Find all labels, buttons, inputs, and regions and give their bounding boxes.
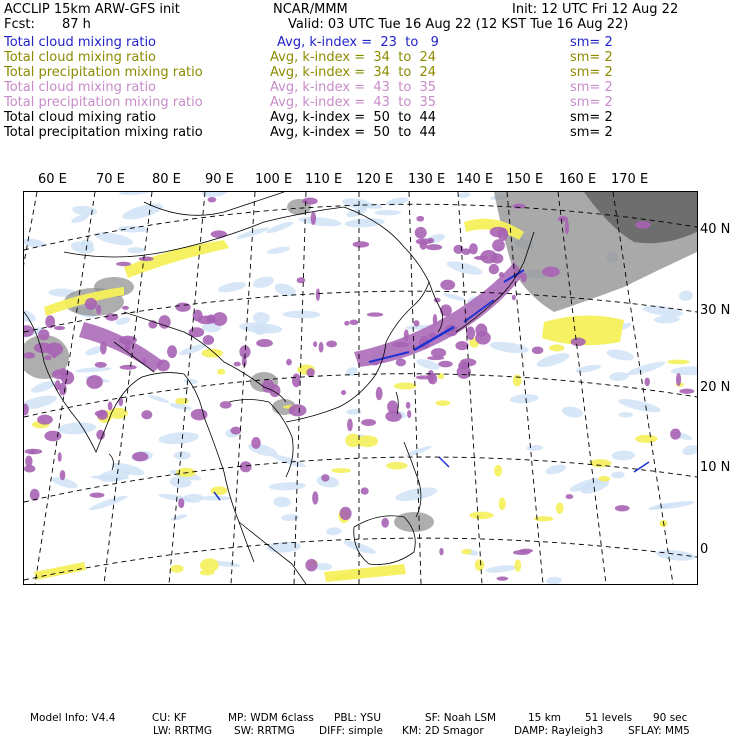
longitude-label: 170 E <box>611 172 649 187</box>
light-blue-cloud-patch <box>546 576 562 584</box>
latitude-label: 40 N <box>700 222 731 237</box>
footer-levels: 51 levels <box>585 712 633 724</box>
purple-cloud-patch <box>679 389 694 394</box>
yellow-precip-band <box>34 562 86 580</box>
legend-level-range: Avg, k-index = 34 to 24 <box>270 50 437 65</box>
light-blue-cloud-patch <box>127 247 144 253</box>
purple-band-india <box>79 322 164 372</box>
latitude-label: 20 N <box>700 380 731 395</box>
purple-cloud-patch <box>466 326 475 340</box>
purple-cloud-patch <box>46 342 63 356</box>
purple-cloud-patch <box>344 321 349 326</box>
forecast-hour: 87 h <box>62 17 91 32</box>
light-blue-cloud-patch <box>445 259 483 278</box>
purple-cloud-patch <box>292 373 301 387</box>
purple-cloud-patch <box>492 239 505 251</box>
purple-cloud-patch <box>439 548 443 555</box>
light-blue-cloud-patch <box>252 311 270 324</box>
purple-cloud-patch <box>428 373 437 384</box>
light-blue-cloud-patch <box>30 379 57 396</box>
model-title: ACCLIP 15km ARW-GFS init <box>4 2 180 17</box>
purple-cloud-patch <box>414 320 420 327</box>
purple-cloud-patch <box>96 430 105 440</box>
purple-cloud-patch <box>565 220 569 234</box>
purple-cloud-patch <box>311 212 316 225</box>
purple-cloud-patch <box>381 518 389 528</box>
map-canvas <box>24 192 697 584</box>
footer-resolution: 15 km <box>528 712 562 724</box>
purple-cloud-patch <box>615 505 630 511</box>
purple-cloud-patch <box>44 431 61 442</box>
light-blue-cloud-patch <box>326 527 342 536</box>
light-blue-cloud-patch <box>266 245 290 255</box>
legend-smoothing: sm= 2 <box>570 80 613 95</box>
longitude-line <box>294 192 306 584</box>
purple-cloud-patch <box>120 365 137 370</box>
init-time: Init: 12 UTC Fri 12 Aug 22 <box>512 2 679 17</box>
blue-cloud-streak <box>439 457 449 467</box>
footer-sw: SW: RRTMG <box>234 725 295 737</box>
purple-cloud-patch <box>635 221 650 229</box>
yellow-precip-patch <box>475 559 485 571</box>
light-blue-cloud-patch <box>346 409 362 416</box>
light-blue-cloud-patch <box>217 280 247 294</box>
purple-cloud-patch <box>361 487 369 494</box>
purple-cloud-patch <box>54 326 65 330</box>
light-blue-cloud-patch <box>345 366 359 378</box>
purple-cloud-patch <box>167 345 177 358</box>
legend-level-range: Avg, k-index = 23 to 9 <box>277 35 439 50</box>
footer-cu: CU: KF <box>152 712 187 724</box>
light-blue-cloud-patch <box>526 445 543 451</box>
yellow-precip-patch <box>386 462 407 470</box>
purple-cloud-patch <box>286 359 292 366</box>
purple-cloud-patch <box>122 306 129 310</box>
legend-level-range: Avg, k-index = 34 to 24 <box>270 65 437 80</box>
purple-cloud-patch <box>197 315 214 324</box>
light-blue-cloud-patch <box>265 220 294 235</box>
yellow-precip-patch <box>469 512 493 520</box>
light-blue-cloud-patch <box>405 444 433 458</box>
footer-mp: MP: WDM 6class <box>228 712 314 724</box>
purple-cloud-patch <box>240 461 252 472</box>
legend-field-name: Total cloud mixing ratio <box>4 110 157 125</box>
purple-cloud-patch <box>178 498 184 508</box>
light-blue-cloud-patch <box>606 347 635 362</box>
purple-cloud-patch <box>407 410 411 418</box>
legend-smoothing: sm= 2 <box>570 35 613 50</box>
purple-cloud-patch <box>321 474 329 481</box>
purple-cloud-patch <box>289 404 307 416</box>
light-blue-cloud-patch <box>458 192 471 199</box>
light-blue-cloud-patch <box>545 463 567 477</box>
yellow-precip-patch <box>514 559 521 571</box>
legend-field-name: Total precipitation mixing ratio <box>4 65 203 80</box>
light-blue-cloud-patch <box>121 200 165 222</box>
light-blue-cloud-patch <box>24 393 58 413</box>
purple-cloud-patch <box>97 410 108 420</box>
legend-level-range: Avg, k-index = 43 to 35 <box>270 95 437 110</box>
yellow-precip-patch <box>513 374 522 386</box>
light-blue-cloud-patch <box>671 366 697 376</box>
purple-cloud-patch <box>519 549 533 553</box>
purple-cloud-patch <box>305 559 317 571</box>
purple-cloud-patch <box>108 402 113 411</box>
purple-cloud-patch <box>234 362 241 367</box>
footer-lw: LW: RRTMG <box>153 725 212 737</box>
purple-cloud-patch <box>119 397 124 406</box>
light-blue-cloud-patch <box>283 310 321 318</box>
light-blue-cloud-patch <box>201 192 228 199</box>
purple-cloud-patch <box>566 494 574 499</box>
light-blue-cloud-patch <box>626 359 666 378</box>
purple-cloud-patch <box>297 277 306 283</box>
light-blue-cloud-patch <box>561 405 584 419</box>
purple-cloud-patch <box>251 437 261 449</box>
light-blue-cloud-patch <box>656 548 696 562</box>
purple-cloud-patch <box>571 338 586 347</box>
footer-timestep: 90 sec <box>653 712 688 724</box>
yellow-precip-patch <box>494 465 502 477</box>
purple-cloud-patch <box>256 339 273 347</box>
legend-field-name: Total cloud mixing ratio <box>4 80 157 95</box>
longitude-label: 140 E <box>456 172 494 187</box>
light-blue-cloud-patch <box>612 450 636 460</box>
yellow-precip-patch <box>211 486 228 495</box>
purple-cloud-patch <box>211 230 227 238</box>
purple-cloud-patch <box>141 410 152 419</box>
legend-field-name: Total precipitation mixing ratio <box>4 125 203 140</box>
purple-cloud-patch <box>347 419 353 432</box>
yellow-precip-patch <box>556 503 564 514</box>
light-blue-cloud-patch <box>653 499 695 511</box>
yellow-precip-patch <box>499 497 506 510</box>
light-blue-cloud-patch <box>442 292 466 303</box>
light-blue-cloud-patch <box>158 431 199 446</box>
purple-cloud-patch <box>302 198 318 205</box>
footer-km: KM: 2D Smagor <box>402 725 484 737</box>
coastline-segment <box>239 522 306 584</box>
purple-cloud-patch <box>95 362 107 368</box>
light-blue-cloud-patch <box>345 217 386 228</box>
gray-cloud-patch <box>394 512 434 532</box>
purple-cloud-patch <box>490 227 507 238</box>
yellow-precip-patch <box>549 344 564 351</box>
light-blue-cloud-patch <box>681 444 697 457</box>
purple-cloud-patch <box>132 452 148 461</box>
purple-cloud-patch <box>139 257 154 262</box>
longitude-label: 100 E <box>255 172 293 187</box>
light-blue-cloud-patch <box>199 496 232 501</box>
purple-cloud-patch <box>313 341 317 347</box>
purple-cloud-patch <box>480 250 497 264</box>
legend-field-name: Total precipitation mixing ratio <box>4 95 203 110</box>
light-blue-cloud-patch <box>75 366 111 373</box>
light-blue-cloud-patch <box>236 225 270 240</box>
purple-cloud-patch <box>25 449 43 455</box>
longitude-label: 90 E <box>205 172 234 187</box>
purple-cloud-patch <box>116 262 131 266</box>
light-blue-cloud-patch <box>617 396 662 415</box>
purple-cloud-patch <box>175 303 190 312</box>
purple-cloud-patch <box>44 355 51 360</box>
purple-cloud-patch <box>58 452 62 462</box>
light-blue-cloud-patch <box>117 226 148 233</box>
light-blue-cloud-patch <box>611 471 625 478</box>
purple-cloud-patch <box>312 491 318 504</box>
light-blue-cloud-patch <box>618 412 633 417</box>
light-blue-cloud-patch <box>239 321 283 335</box>
footer-diff: DIFF: simple <box>319 725 383 737</box>
light-blue-cloud-patch <box>386 196 409 207</box>
purple-cloud-patch <box>326 341 337 348</box>
purple-cloud-patch <box>513 204 526 209</box>
longitude-label: 110 E <box>305 172 343 187</box>
purple-cloud-patch <box>208 197 217 202</box>
purple-cloud-patch <box>220 401 232 408</box>
purple-cloud-patch <box>676 373 681 386</box>
light-blue-cloud-patch <box>119 192 151 196</box>
light-blue-cloud-patch <box>57 421 97 435</box>
light-blue-cloud-patch <box>374 210 401 216</box>
purple-cloud-patch <box>203 335 214 345</box>
purple-cloud-patch <box>532 346 544 354</box>
purple-cloud-patch <box>385 411 401 422</box>
purple-cloud-patch <box>349 320 358 326</box>
yellow-precip-patch <box>345 434 360 447</box>
longitude-label: 120 E <box>356 172 394 187</box>
footer-sflay: SFLAY: MM5 <box>628 725 690 737</box>
yellow-precip-band <box>324 564 406 582</box>
purple-cloud-patch <box>90 492 105 497</box>
purple-cloud-patch <box>60 470 66 480</box>
purple-cloud-patch <box>367 312 383 316</box>
purple-cloud-patch <box>340 507 352 520</box>
organization-label: NCAR/MMM <box>273 2 348 17</box>
yellow-precip-patch <box>394 382 417 389</box>
longitude-label: 130 E <box>408 172 446 187</box>
purple-cloud-patch <box>670 429 681 440</box>
forecast-label: Fcst: <box>4 17 35 32</box>
yellow-precip-patch <box>217 369 225 375</box>
yellow-precip-patch <box>667 360 690 365</box>
purple-cloud-patch <box>489 264 499 274</box>
purple-cloud-patch <box>38 329 49 340</box>
light-blue-cloud-patch <box>509 393 538 404</box>
light-blue-cloud-patch <box>394 485 438 504</box>
yellow-precip-patch <box>175 398 188 405</box>
legend-smoothing: sm= 2 <box>570 95 613 110</box>
footer-pbl: PBL: YSU <box>334 712 382 724</box>
purple-cloud-patch <box>37 415 53 425</box>
footer-model-info: Model Info: V4.4 <box>30 712 116 724</box>
footer-sf: SF: Noah LSM <box>425 712 497 724</box>
light-blue-cloud-patch <box>485 564 517 574</box>
light-blue-cloud-patch <box>273 496 291 507</box>
purple-cloud-patch <box>438 361 452 368</box>
purple-cloud-patch <box>406 402 411 409</box>
legend-level-range: Avg, k-index = 50 to 44 <box>270 110 437 125</box>
longitude-label: 160 E <box>559 172 597 187</box>
yellow-precip-patch <box>331 468 351 473</box>
light-blue-cloud-patch <box>174 451 191 460</box>
light-blue-cloud-patch <box>269 482 306 491</box>
purple-cloud-patch <box>212 312 227 326</box>
valid-time: Valid: 03 UTC Tue 16 Aug 22 (12 KST Tue 16 Aug 22) <box>288 17 629 32</box>
legend-smoothing: sm= 2 <box>570 110 613 125</box>
longitude-label: 70 E <box>96 172 125 187</box>
longitude-label: 80 E <box>152 172 181 187</box>
purple-cloud-patch <box>455 341 468 350</box>
purple-cloud-patch <box>361 419 376 426</box>
purple-cloud-patch <box>440 280 455 291</box>
yellow-precip-patch <box>435 400 450 406</box>
purple-cloud-patch <box>316 289 320 301</box>
purple-cloud-patch <box>416 216 424 222</box>
purple-cloud-patch <box>230 427 241 435</box>
blue-cloud-streak <box>634 462 649 472</box>
map-panel <box>23 191 698 585</box>
purple-cloud-patch <box>542 267 560 277</box>
latitude-label: 10 N <box>700 460 731 475</box>
purple-cloud-patch <box>353 241 370 247</box>
coastline-segment <box>109 454 113 470</box>
purple-cloud-patch <box>427 238 434 243</box>
yellow-precip-patch <box>202 349 223 358</box>
purple-cloud-patch <box>86 375 103 389</box>
latitude-label: 30 N <box>700 303 731 318</box>
yellow-precip-patch <box>461 549 471 554</box>
legend-smoothing: sm= 2 <box>570 125 613 140</box>
yellow-precip-patch <box>598 476 610 482</box>
yellow-precip-patch <box>333 574 357 579</box>
light-blue-cloud-patch <box>252 275 275 290</box>
longitude-label: 60 E <box>38 172 67 187</box>
light-blue-cloud-patch <box>341 197 372 211</box>
yellow-precip-patch <box>200 570 215 576</box>
legend-field-name: Total cloud mixing ratio <box>4 50 157 65</box>
purple-cloud-patch <box>645 378 650 387</box>
legend-smoothing: sm= 2 <box>570 50 613 65</box>
latitude-label: 0 <box>700 542 709 557</box>
purple-cloud-patch <box>475 324 487 337</box>
purple-cloud-patch <box>30 489 40 501</box>
purple-cloud-patch <box>497 577 509 581</box>
purple-cloud-patch <box>396 358 406 366</box>
purple-cloud-patch <box>426 244 442 250</box>
light-blue-cloud-patch <box>678 290 693 302</box>
purple-cloud-patch <box>416 375 432 379</box>
yellow-precip-patch <box>635 435 657 443</box>
field-shading <box>24 192 697 584</box>
purple-cloud-patch <box>427 356 444 360</box>
light-blue-cloud-patch <box>170 513 188 522</box>
legend-smoothing: sm= 2 <box>570 65 613 80</box>
purple-cloud-patch <box>306 368 314 377</box>
yellow-precip-patch <box>170 565 183 573</box>
purple-cloud-patch <box>453 245 463 254</box>
legend-field-name: Total cloud mixing ratio <box>4 35 157 50</box>
purple-cloud-patch <box>24 465 35 473</box>
purple-cloud-patch <box>376 387 383 400</box>
purple-cloud-patch <box>96 305 101 315</box>
purple-cloud-patch <box>319 342 324 353</box>
purple-cloud-patch <box>419 240 427 250</box>
purple-cloud-patch <box>415 227 427 239</box>
purple-cloud-patch <box>341 390 346 395</box>
purple-cloud-patch <box>85 298 97 310</box>
light-blue-cloud-patch <box>489 340 530 355</box>
legend-level-range: Avg, k-index = 50 to 44 <box>270 125 437 140</box>
longitude-label: 150 E <box>506 172 544 187</box>
light-blue-cloud-patch <box>148 393 170 404</box>
light-blue-cloud-patch <box>609 371 629 381</box>
footer-damp: DAMP: Rayleigh3 <box>514 725 604 737</box>
legend-level-range: Avg, k-index = 43 to 35 <box>270 80 437 95</box>
light-blue-cloud-patch <box>158 492 193 503</box>
light-blue-cloud-patch <box>94 230 134 248</box>
purple-cloud-patch <box>512 295 516 301</box>
